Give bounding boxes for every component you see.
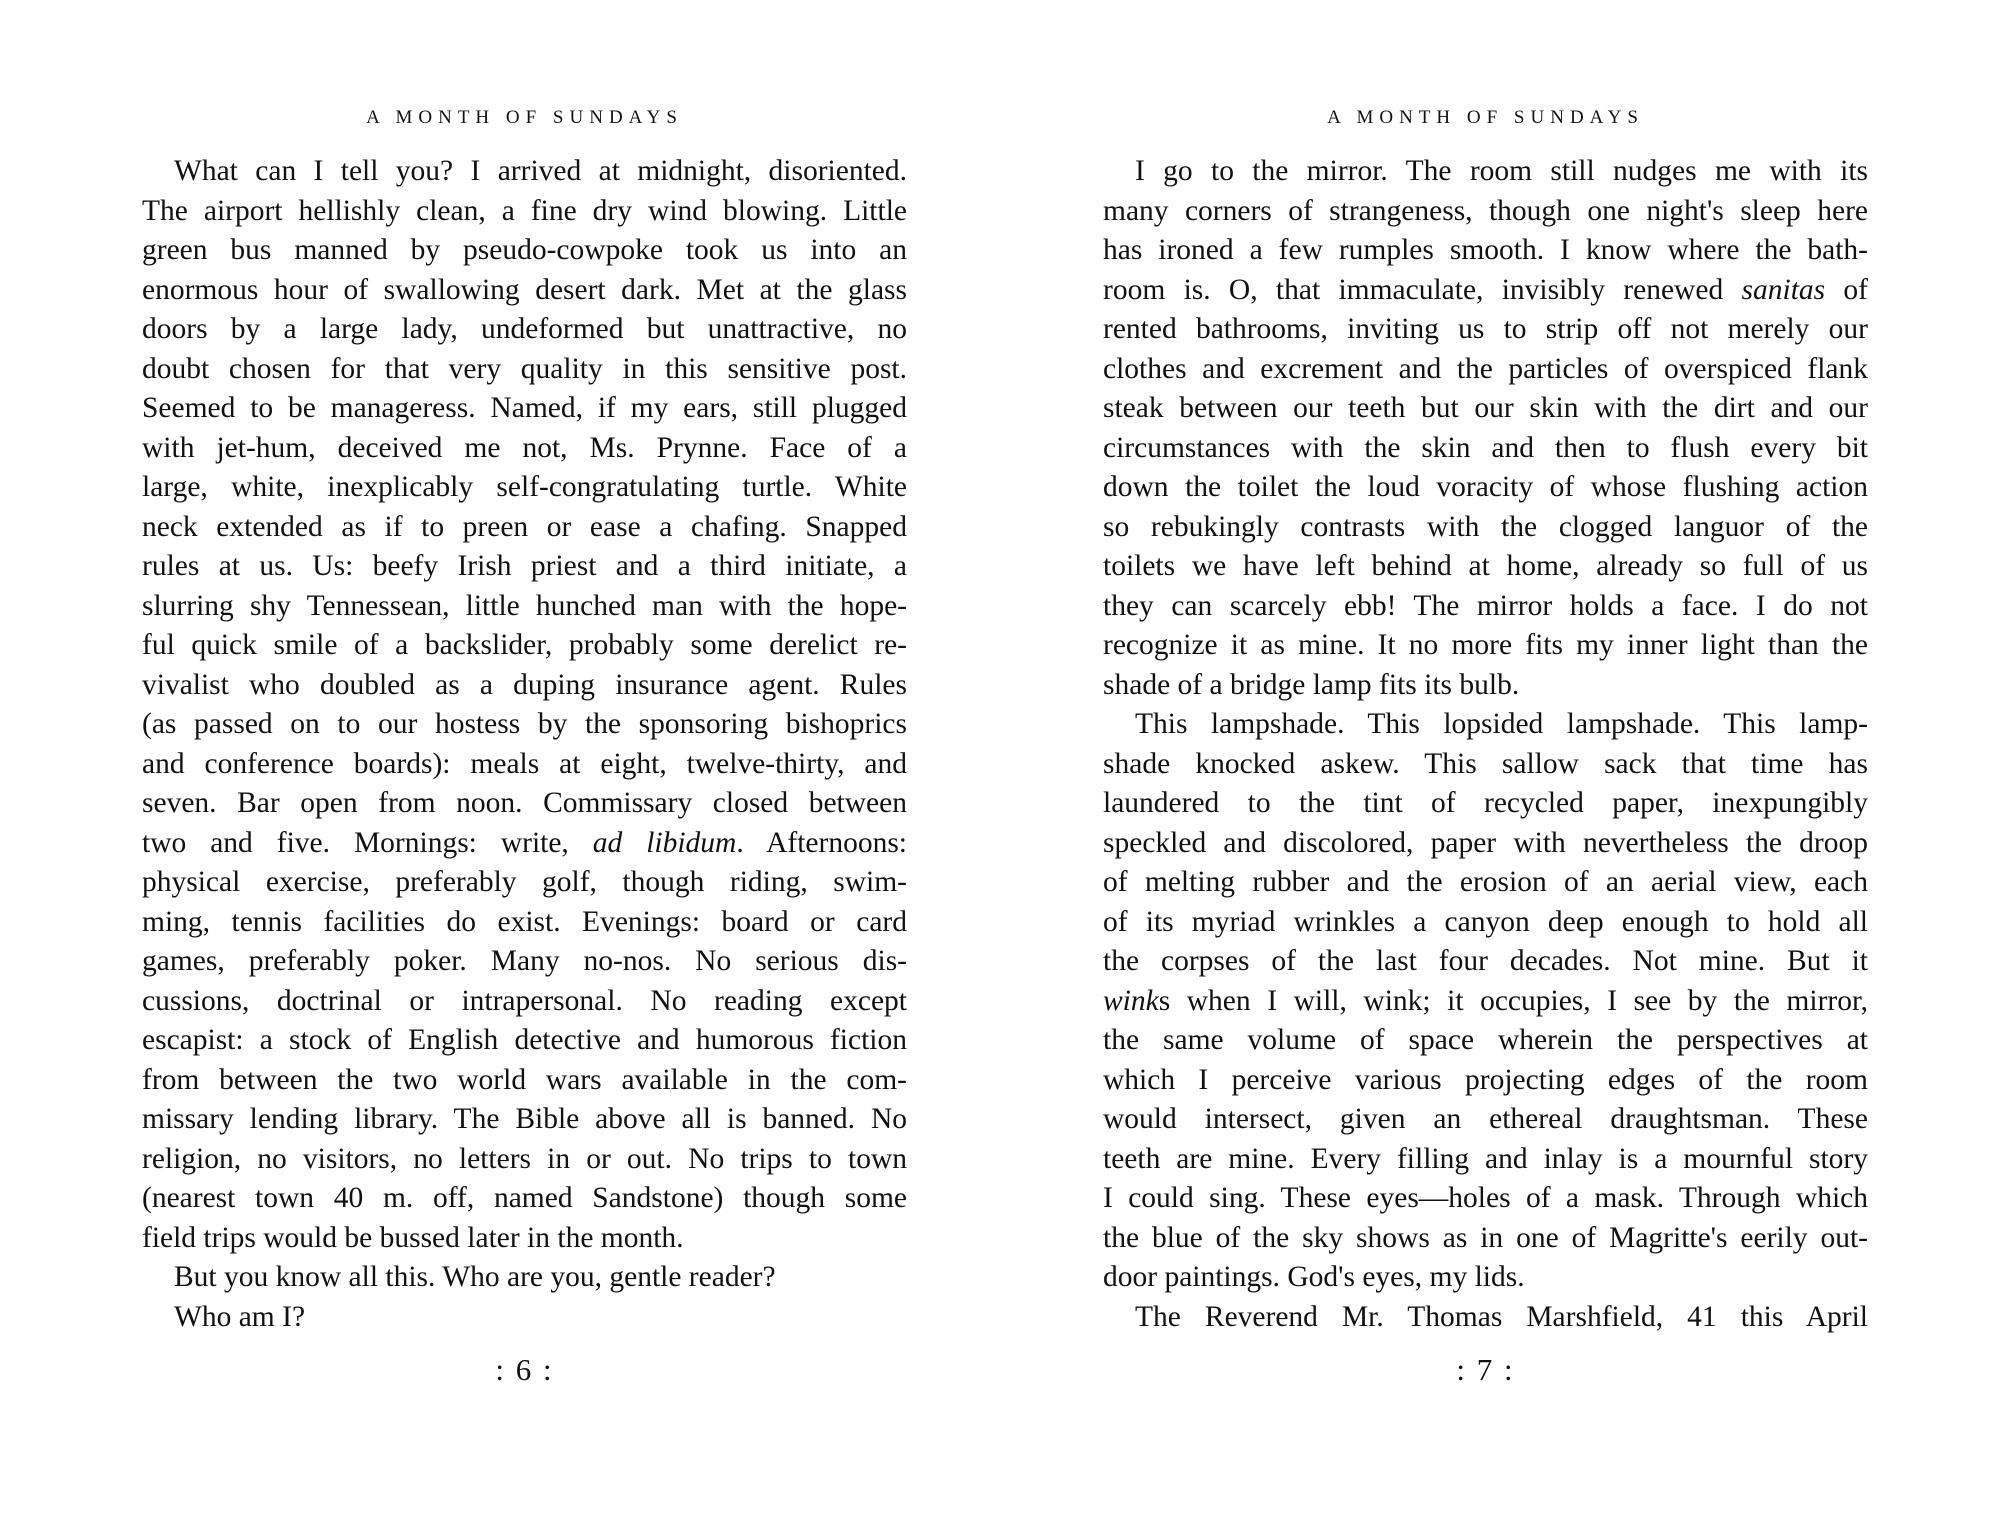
text-line: missary lending library. The Bible above all is banned. No (142, 1103, 907, 1135)
text-line: teeth are mine. Every filling and inlay is a mournful story (1103, 1142, 1868, 1175)
text-line: rented bathrooms, inviting us to strip off not merely our (1103, 313, 1868, 345)
text-line: from between the two world wars available in the com- (142, 1063, 907, 1096)
text-line: slurring shy Tennessean, little hunched man with the hope- (142, 589, 907, 622)
text-line: Seemed to be manageress. Named, if my ears, still plugged (142, 392, 907, 424)
text-line: and conference boards): meals at eight, twelve-thirty, and (142, 747, 907, 780)
text-line: which I perceive various projecting edges of the room (1103, 1063, 1868, 1096)
text-line: the corpses of the last four decades. Not mine. But it (1103, 945, 1868, 977)
text-line: Who am I? (174, 1300, 306, 1333)
text-line: games, preferably poker. Many no-nos. No serious dis- (142, 945, 907, 977)
text-line: many corners of strangeness, though one night's sleep here (1103, 194, 1868, 227)
text-line: so rebukingly contrasts with the clogged languor of the (1103, 510, 1868, 543)
right-page-number: : 7 : (1456, 1352, 1515, 1387)
text-line: winks when I will, wink; it occupies, I see by the mirror, (1103, 984, 1868, 1017)
left-running-head: A MONTH OF SUNDAYS (366, 107, 683, 128)
text-line: religion, no visitors, no letters in or out. No trips to town (142, 1142, 907, 1175)
text-line: with jet-hum, deceived me not, Ms. Prynne. Face of a (142, 431, 907, 464)
text-line: cussions, doctrinal or intrapersonal. No reading except (142, 984, 907, 1017)
text-line: rules at us. Us: beefy Irish priest and a third initiate, a (142, 550, 907, 582)
text-line: ming, tennis facilities do exist. Evenings: board or card (142, 905, 907, 938)
text-line: circumstances with the skin and then to flush every bit (1103, 431, 1868, 464)
text-line: I could sing. These eyes—holes of a mask. Through which (1103, 1182, 1868, 1214)
text-line: vivalist who doubled as a duping insurance agent. Rules (142, 668, 907, 701)
text-line: neck extended as if to preen or ease a chafing. Snapped (142, 510, 907, 543)
text-line: of melting rubber and the erosion of an aerial view, each (1103, 866, 1868, 898)
text-line: doubt chosen for that very quality in this sensitive post. (142, 352, 907, 385)
text-line: field trips would be bussed later in the month. (142, 1221, 684, 1254)
text-line: shade knocked askew. This sallow sack that time has (1103, 747, 1868, 780)
text-line: (nearest town 40 m. off, named Sandstone) though some (142, 1182, 907, 1214)
text-line: What can I tell you? I arrived at midnight, disoriented. (174, 155, 907, 187)
text-line: they can scarcely ebb! The mirror holds a face. I do not (1103, 589, 1868, 622)
text-line: But you know all this. Who are you, gentle reader? (174, 1261, 776, 1293)
text-line: physical exercise, preferably golf, though riding, swim- (142, 866, 907, 898)
text-line: steak between our teeth but our skin with the dirt and our (1103, 392, 1868, 424)
text-line: the same volume of space wherein the perspectives at (1103, 1024, 1868, 1056)
text-line: door paintings. God's eyes, my lids. (1103, 1261, 1525, 1293)
text-line: toilets we have left behind at home, already so full of us (1103, 550, 1868, 582)
text-line: green bus manned by pseudo-cowpoke took us into an (142, 234, 907, 266)
left-page-number: : 6 : (495, 1352, 554, 1387)
text-line: The airport hellishly clean, a fine dry wind blowing. Little (142, 194, 907, 227)
text-line: down the toilet the loud voracity of whose flushing action (1103, 471, 1868, 503)
text-line: This lampshade. This lopsided lampshade. This lamp- (1135, 708, 1868, 740)
text-line: the blue of the sky shows as in one of Magritte's eerily out- (1103, 1221, 1868, 1254)
text-line: two and five. Mornings: write, ad libidum. Afternoons: (142, 826, 907, 859)
text-line: enormous hour of swallowing desert dark. Met at the glass (142, 273, 907, 306)
right-page (1103, 0, 1868, 1537)
text-line: escapist: a stock of English detective and humorous fiction (142, 1024, 907, 1056)
text-line: doors by a large lady, undeformed but unattractive, no (142, 313, 907, 345)
text-line: I go to the mirror. The room still nudges me with its (1135, 155, 1868, 187)
text-line: large, white, inexplicably self-congratulating turtle. White (142, 471, 907, 503)
text-line: speckled and discolored, paper with nevertheless the droop (1103, 826, 1868, 859)
text-line: has ironed a few rumples smooth. I know where the bath- (1103, 234, 1868, 266)
right-running-head: A MONTH OF SUNDAYS (1327, 107, 1644, 128)
text-line: laundered to the tint of recycled paper, inexpungibly (1103, 787, 1868, 819)
text-line: (as passed on to our hostess by the sponsoring bishoprics (142, 708, 907, 740)
left-body-text (142, 152, 907, 1337)
text-line: shade of a bridge lamp fits its bulb. (1103, 668, 1520, 701)
text-line: would intersect, given an ethereal draughtsman. These (1103, 1103, 1868, 1135)
left-page (142, 0, 907, 1537)
text-line: room is. O, that immaculate, invisibly renewed sanitas of (1103, 273, 1869, 306)
text-line: The Reverend Mr. Thomas Marshfield, 41 this April (1135, 1300, 1868, 1333)
text-line: recognize it as mine. It no more fits my inner light than the (1103, 629, 1868, 661)
text-line: of its myriad wrinkles a canyon deep enough to hold all (1103, 905, 1868, 938)
text-line: ful quick smile of a backslider, probably some derelict re- (142, 629, 907, 661)
right-body-text (1103, 152, 1868, 1337)
text-line: seven. Bar open from noon. Commissary closed between (142, 787, 907, 819)
text-line: clothes and excrement and the particles of overspiced flank (1103, 352, 1868, 385)
